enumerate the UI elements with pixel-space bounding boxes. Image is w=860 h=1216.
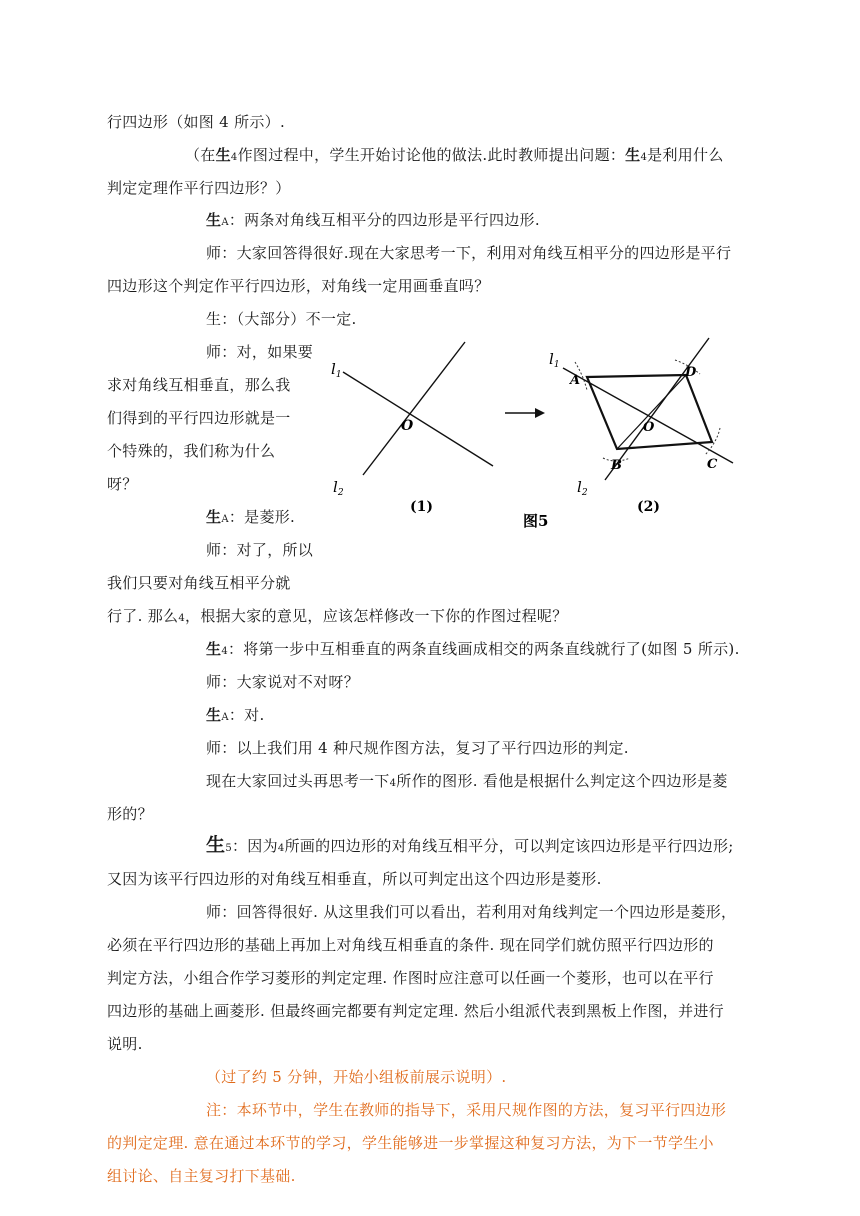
text-line: 行四边形（如图 4 所示）. bbox=[107, 113, 286, 131]
text-line: 生A：两条对角线互相平分的四边形是平行四边形. bbox=[206, 211, 540, 229]
sub2-d-label: D bbox=[685, 365, 697, 380]
text-line: （在生4作图过程中，学生开始讨论他的做法.此时教师提出问题：生4是利用什么 bbox=[185, 146, 724, 164]
text-line: 又因为该平行四边形的对角线互相垂直，所以可判定出这个四边形是菱形. bbox=[107, 870, 602, 888]
text-line: 呀？ bbox=[107, 475, 138, 493]
sub2-a-label: A bbox=[570, 373, 581, 388]
sub2-b-label: B bbox=[611, 458, 622, 473]
text-line: 个特殊的，我们称为什么 bbox=[107, 442, 276, 460]
sub1-caption: (1) bbox=[410, 499, 433, 515]
sub2-diag-bd bbox=[617, 375, 686, 449]
sub2-l2-label: $l_2$ bbox=[577, 478, 588, 498]
text-line: 四边形这个判定作平行四边形，对角线一定用画垂直吗？ bbox=[107, 277, 490, 295]
sub1-o-label: O bbox=[401, 418, 414, 434]
text-line: 四边形的基础上画菱形. 但最终画完都要有判定定理. 然后小组派代表到黑板上作图，并进行 bbox=[107, 1002, 724, 1020]
sub2-l1-label: $l_1$ bbox=[549, 350, 560, 370]
text-line: 形的？ bbox=[107, 805, 153, 823]
text-line: 注：本环节中，学生在教师的指导下，采用尺规作图的方法，复习平行四边形 bbox=[206, 1101, 727, 1119]
text-line: 行了. 那么4，根据大家的意见，应该怎样修改一下你的作图过程呢？ bbox=[107, 607, 568, 625]
sub1-l2-label: $l_2$ bbox=[333, 478, 344, 498]
sub2-rhombus bbox=[587, 375, 712, 449]
text-line: 组讨论、自主复习打下基础. bbox=[107, 1167, 296, 1185]
sub1-l1-label: $l_1$ bbox=[331, 360, 342, 380]
text-line: 判定定理作平行四边形？） bbox=[107, 179, 291, 197]
text-line: 生A：是菱形. bbox=[206, 508, 296, 526]
text-line: 师：对了，所以 bbox=[206, 541, 314, 559]
text-line: 师：大家说对不对呀？ bbox=[206, 673, 360, 691]
arrow-head bbox=[535, 408, 545, 418]
text-line: 生A：对. bbox=[206, 706, 265, 724]
text-line: 师：大家回答得很好.现在大家思考一下，利用对角线互相平分的四边形是平行 bbox=[206, 244, 732, 262]
figure-5 bbox=[325, 330, 745, 530]
text-line: （过了约 5 分钟，开始小组板前展示说明）. bbox=[206, 1068, 507, 1086]
text-line: 生4：将第一步中互相垂直的两条直线画成相交的两条直线就行了(如图 5 所示). bbox=[206, 640, 740, 658]
text-line: 生：（大部分）不一定. bbox=[206, 310, 357, 328]
text-line: 的判定定理. 意在通过本环节的学习，学生能够进一步掌握这种复习方法，为下一节学生小 bbox=[107, 1134, 714, 1152]
text-line: 生5：因为4所画的四边形的对角线互相平分，可以判定该四边形是平行四边形; bbox=[206, 834, 734, 856]
text-line: 判定方法，小组合作学习菱形的判定定理. 作图时应注意可以任画一个菱形，也可以在平行 bbox=[107, 969, 714, 987]
sub1-line-l2 bbox=[363, 342, 465, 475]
sub2-o-label: O bbox=[643, 420, 655, 435]
text-line: 必须在平行四边形的基础上再加上对角线互相垂直的条件. 现在同学们就仿照平行四边形的 bbox=[107, 936, 714, 954]
text-line: 师：以上我们用 4 种尺规作图方法，复习了平行四边形的判定. bbox=[206, 739, 629, 757]
text-line: 现在大家回过头再思考一下4所作的图形. 看他是根据什么判定这个四边形是菱 bbox=[206, 772, 728, 790]
figure-caption: 图5 bbox=[523, 512, 549, 530]
text-line: 说明. bbox=[107, 1035, 143, 1053]
text-line: 师：回答得很好. 从这里我们可以看出，若利用对角线判定一个四边形是菱形， bbox=[206, 903, 737, 921]
sub2-c-label: C bbox=[707, 457, 718, 472]
text-line: 求对角线互相垂直，那么我 bbox=[107, 376, 291, 394]
sub1-line-l1 bbox=[343, 372, 493, 466]
text-line: 们得到的平行四边形就是一 bbox=[107, 409, 291, 427]
text-line: 我们只要对角线互相平分就 bbox=[107, 574, 291, 592]
sub2-caption: (2) bbox=[637, 499, 660, 515]
text-line: 师：对，如果要 bbox=[206, 343, 314, 361]
